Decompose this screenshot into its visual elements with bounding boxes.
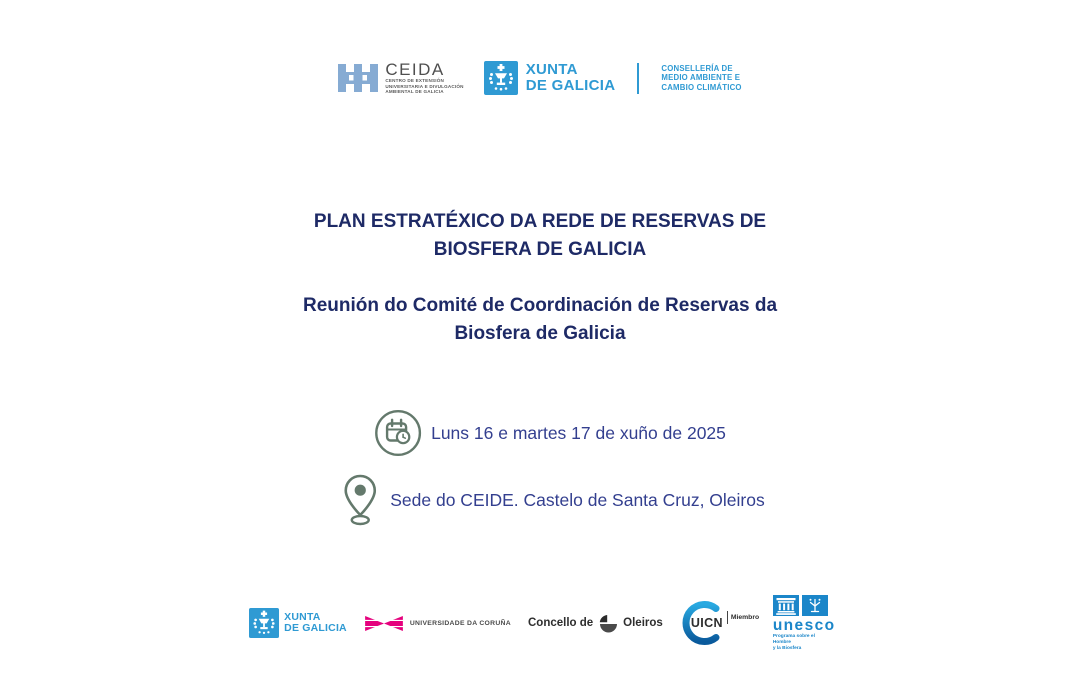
ceida-text-block (385, 61, 463, 95)
ceida-logo (338, 61, 463, 95)
header-logos (0, 56, 1080, 100)
unesco-temple-icon (773, 595, 799, 616)
footer-xunta-logo (249, 608, 347, 638)
page-subtitle-line1: Reunión do Comité de Coordinación de Reservas da (302, 295, 778, 316)
uicn-member-label: Miembro (727, 611, 759, 624)
event-date-row (374, 409, 726, 457)
location-pin-icon (341, 473, 379, 527)
ceida-subtitle-line2: UNIVERSITARIA E DIVULGACIÓN (385, 83, 464, 89)
page-title-line2: BIOSFERA DE GALICIA (433, 239, 647, 260)
footer-logos (0, 596, 1080, 650)
xunta-wordmark (526, 62, 616, 95)
udc-label: UNIVERSIDADE DA CORUÑA (409, 619, 511, 627)
page-title-line1: PLAN ESTRATÉXICO DA REDE DE RESERVAS DE (313, 211, 767, 232)
udc-knot-icon (364, 615, 404, 632)
header-divider (637, 63, 639, 94)
uicn-acronym: UICN (690, 616, 723, 630)
ceida-subtitle-line1: CENTRO DE EXTENSIÓN (385, 78, 444, 84)
footer-oleiros-logo (528, 613, 663, 633)
unesco-wordmark: unesco (772, 616, 836, 634)
unesco-emblems (773, 595, 828, 616)
oleiros-suffix: Oleiros (623, 617, 663, 629)
unesco-subtitle-line2: y la Biosfera (772, 645, 802, 651)
conselleria-line1: CONSELLERÍA DE (661, 63, 733, 73)
footer-xunta-line2: DE GALICIA (284, 622, 347, 634)
conselleria-line3: CAMBIO CLIMÁTICO (661, 82, 742, 92)
xunta-word-line2: DE GALICIA (525, 77, 616, 94)
page-subtitle (0, 292, 1080, 348)
event-location-row (341, 473, 765, 527)
footer-xunta-line1: XUNTA (284, 610, 321, 623)
calendar-icon (374, 409, 422, 457)
xunta-emblem-icon (484, 61, 518, 95)
oleiros-prefix: Concello de (527, 617, 594, 629)
oleiros-emblem-icon (598, 613, 618, 633)
xunta-logo (484, 61, 616, 95)
event-date-text: Luns 16 e martes 17 de xuño de 2025 (431, 422, 726, 443)
footer-xunta-wordmark (284, 612, 347, 635)
footer-unesco-logo (772, 595, 836, 652)
footer-xunta-emblem-icon (249, 608, 279, 638)
unesco-subtitle-line1: Programa sobre el Hombre (772, 633, 815, 645)
footer-udc-logo (364, 615, 511, 632)
ceida-castle-icon (338, 64, 378, 92)
unesco-mab-icon (802, 595, 828, 616)
ceida-subtitle-line3: AMBIENTAL DE GALICIA (385, 89, 444, 95)
conselleria-line2: MEDIO AMBIENTE E (661, 73, 741, 83)
ceida-wordmark: CEIDA (385, 60, 445, 80)
page-title (0, 208, 1080, 264)
event-location-text: Sede do CEIDE. Castelo de Santa Cruz, Oleiros (390, 489, 765, 510)
xunta-word-line1: XUNTA (525, 60, 578, 78)
conselleria-block (661, 64, 741, 93)
page-subtitle-line2: Biosfera de Galicia (454, 323, 626, 344)
footer-uicn-logo (680, 600, 760, 646)
